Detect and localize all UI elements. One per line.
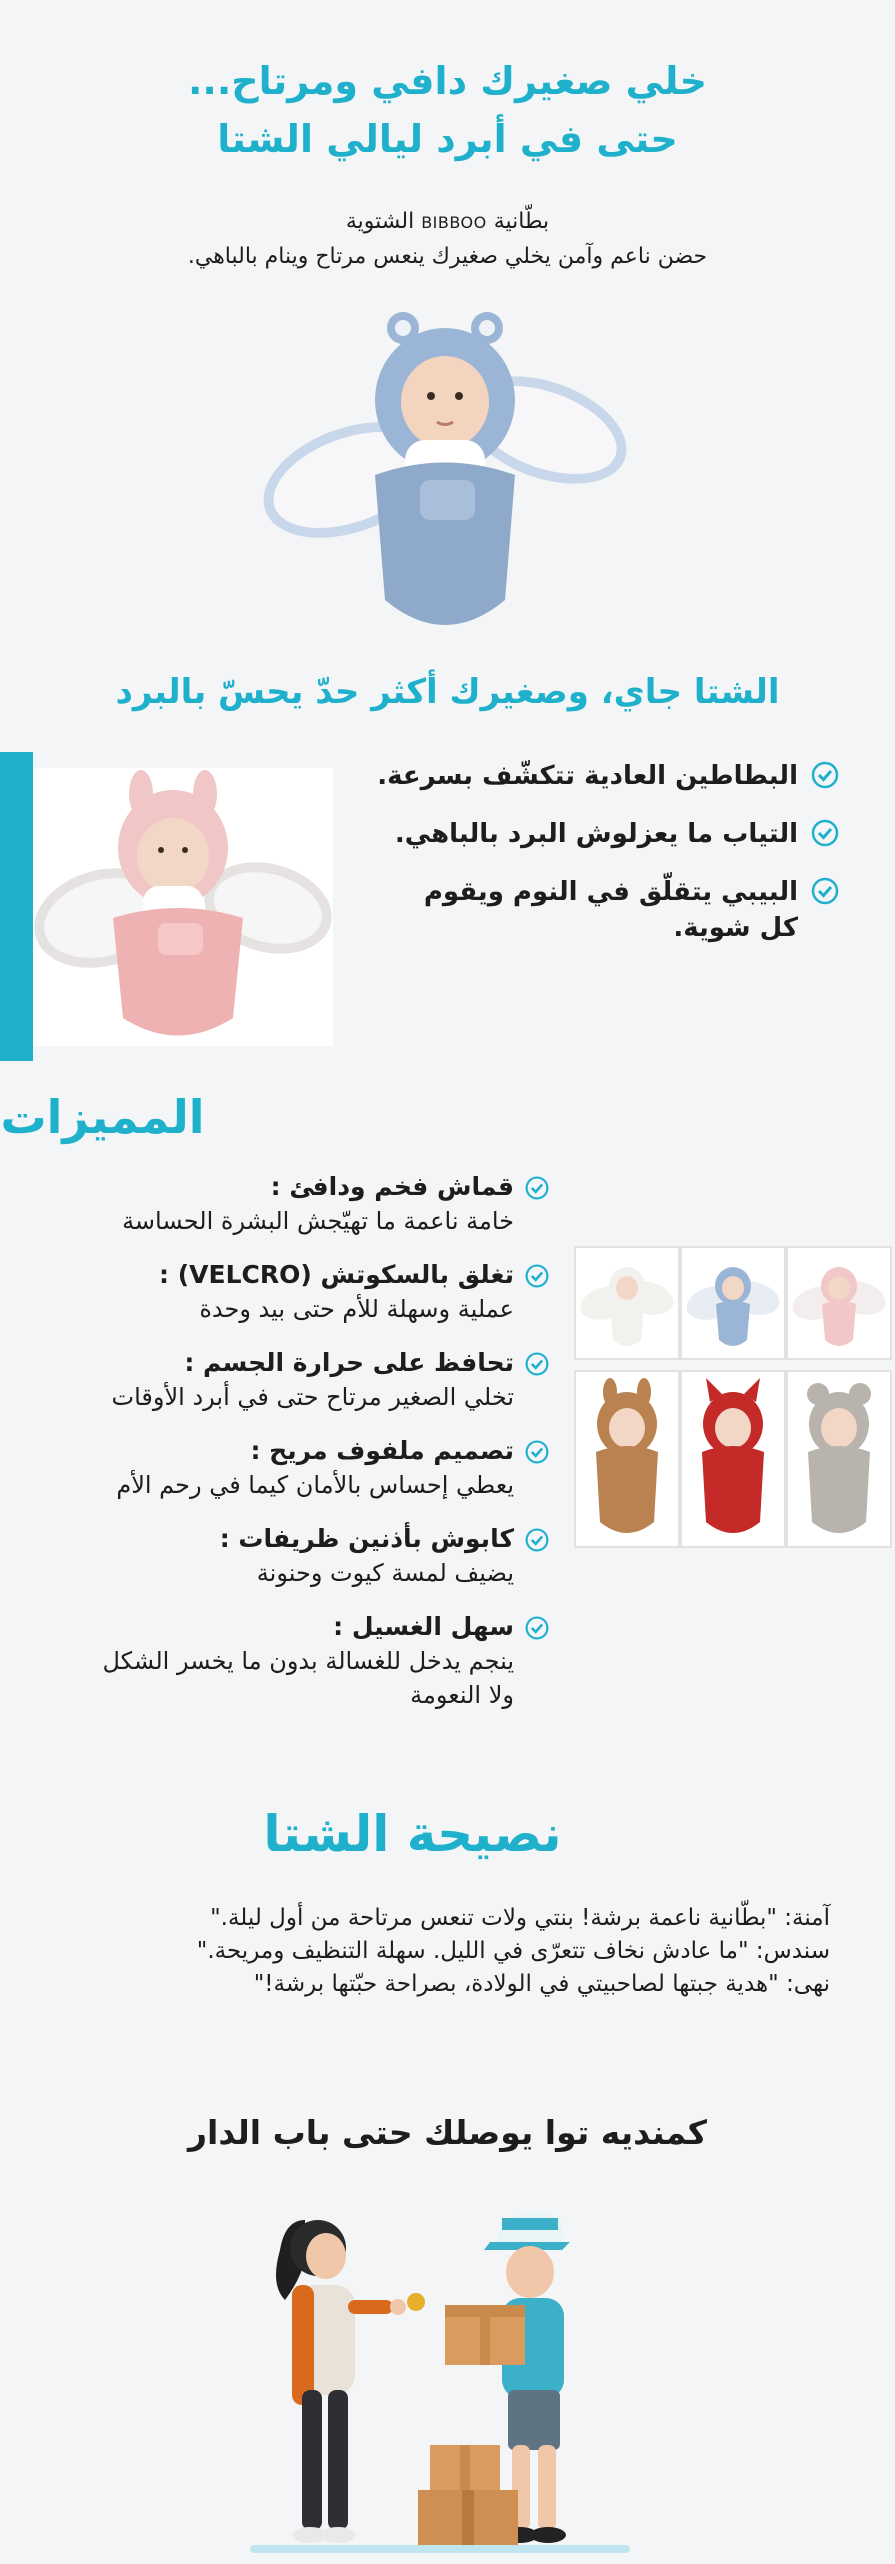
feature-title: كابوش بأذنين ظريفات : [219, 1524, 514, 1553]
check-circle-icon [524, 1615, 550, 1641]
problem-text: التياب ما يعزلوش البرد بالباهي. [394, 819, 798, 849]
review-author: آمنة: [784, 1905, 830, 1931]
feature-title: تحافظ على حرارة الجسم : [184, 1348, 514, 1377]
problem-item [320, 758, 840, 794]
swaddle-thumb [682, 1372, 784, 1546]
features-title: المميزات [0, 1090, 205, 1144]
feature-title: تصميم ملفوف مريح : [250, 1436, 514, 1465]
hero-subtitle [0, 205, 895, 274]
variant-tile-white[interactable] [574, 1246, 680, 1360]
feature-item [10, 1346, 550, 1414]
review-text: "ما عادش نخاف تتعرّى في الليل. سهلة التنظيف ومريحة." [196, 1938, 749, 1964]
feature-item [10, 1170, 550, 1238]
hero-product-image [255, 300, 635, 650]
product-suffix: الشتوية [345, 209, 415, 234]
check-circle-icon [524, 1263, 550, 1289]
brand-name: BIBBOO [421, 213, 487, 232]
review-item [60, 1902, 830, 1935]
review-text: "هدية جبتها لصاحبيتي في الولادة، بصراحة حبّتها برشة!" [253, 1971, 779, 1997]
feature-item [10, 1258, 550, 1326]
product-name-line [0, 205, 895, 240]
check-circle-icon [524, 1351, 550, 1377]
pink-swaddle-image [33, 768, 333, 1046]
review-author: سندس: [755, 1938, 830, 1964]
check-circle-icon [524, 1175, 550, 1201]
feature-title: تغلق بالسكوتش (VELCRO) : [159, 1260, 514, 1289]
feature-item [10, 1610, 550, 1712]
variant-tile-grey[interactable] [786, 1370, 892, 1548]
variant-tile-brown[interactable] [574, 1370, 680, 1548]
check-circle-icon [810, 876, 840, 906]
feature-desc: ينجم يدخل للغسالة بدون ما يخسر الشكل ولا النعومة [102, 1647, 514, 1709]
variant-tile-blue[interactable] [680, 1246, 786, 1360]
check-circle-icon [524, 1439, 550, 1465]
feature-title: سهل الغسيل : [333, 1612, 514, 1641]
review-text: "بطّانية ناعمة برشة! بنتي ولات تنعس مرتاحة من أول ليلة." [210, 1905, 777, 1931]
feature-desc: تخلي الصغير مرتاح حتى في أبرد الأوقات [111, 1383, 514, 1411]
review-item [60, 1935, 830, 1968]
problem-text: البيبي يتقلّق في النوم ويقوم كل شوية. [423, 877, 798, 943]
hero-title [0, 52, 895, 168]
reviews-list [60, 1902, 830, 2001]
swaddle-thumb [788, 1248, 890, 1358]
variant-tile-red[interactable] [680, 1370, 786, 1548]
feature-item [10, 1522, 550, 1590]
feature-item [10, 1434, 550, 1502]
variant-tile-pink[interactable] [786, 1246, 892, 1360]
check-circle-icon [524, 1527, 550, 1553]
review-author: نهى: [786, 1971, 830, 1997]
feature-desc: عملية وسهلة للأم حتى بيد وحدة [199, 1295, 514, 1323]
hero-title-line2: حتى في أبرد ليالي الشتا [217, 117, 678, 161]
problem-section-title: الشتا جاي، وصغيرك أكثر حدّ يحسّ بالبرد [115, 672, 780, 712]
problem-item [320, 816, 840, 852]
problem-item [320, 874, 840, 946]
feature-desc: يعطي إحساس بالأمان كيما في رحم الأم [116, 1471, 514, 1499]
problem-list [320, 758, 840, 968]
delivery-illustration [240, 2190, 650, 2560]
feature-desc: يضيف لمسة كيوت وحنونة [256, 1559, 514, 1587]
features-list [10, 1170, 550, 1732]
delivery-title: كمنديه توا يوصلك حتى باب الدار [188, 2113, 707, 2152]
swaddle-thumb [576, 1248, 678, 1358]
review-item [60, 1968, 830, 2001]
swaddle-thumb [682, 1248, 784, 1358]
hero-title-line1: خلي صغيرك دافي ومرتاح... [187, 59, 708, 103]
check-circle-icon [810, 818, 840, 848]
swaddle-thumb [576, 1372, 678, 1546]
accent-bar [0, 752, 33, 1061]
feature-desc: خامة ناعمة ما تهيّجش البشرة الحساسة [122, 1207, 514, 1235]
tips-title: نصيحة الشتا [263, 1805, 562, 1863]
feature-title: قماش فخم ودافئ : [270, 1172, 514, 1201]
swaddle-thumb [788, 1372, 890, 1546]
product-prefix: بطّانية [493, 209, 550, 234]
hero-tagline: حضن ناعم وآمن يخلي صغيرك ينعس مرتاح وينام بالباهي. [187, 244, 708, 269]
check-circle-icon [810, 760, 840, 790]
problem-text: البطاطين العادية تتكشّف بسرعة. [377, 761, 798, 791]
